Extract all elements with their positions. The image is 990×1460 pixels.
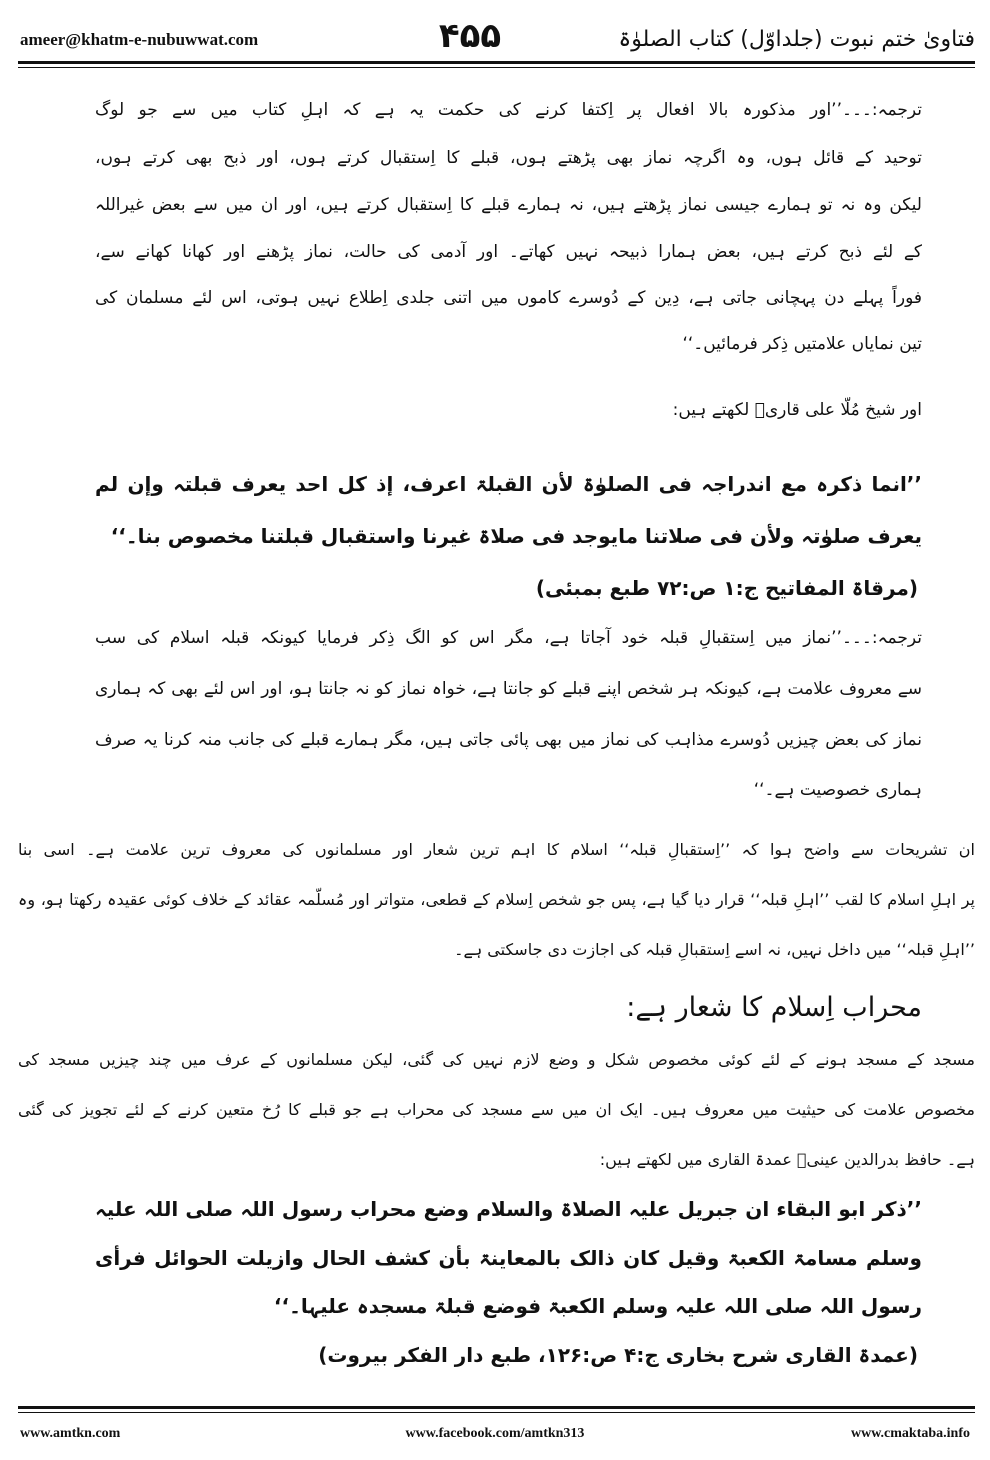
footer-rule-thin: [18, 1412, 975, 1413]
arabic-quote-line: یعرف صلوٰتہ ولأن فی صلاتنا مایوجد فی صلاۃ غیرنا واستقبال قبلتنا مخصوص بنا۔‘‘: [110, 524, 922, 548]
paragraph-line: مخصوص علامت کی حیثیت میں معروف ہیں۔ ایک ان میں سے مسجد کی محراب ہے جو قبلے کا رُخ متعین کرنے کے لئے تجویز کی گئی: [18, 1100, 975, 1119]
translation-line: نماز کی بعض چیزیں دُوسرے مذاہب کی نماز میں بھی پائی جاتی ہیں، مگر ہمارے قبلے کی جانب منہ کرنا یہ صرف: [95, 730, 922, 750]
paragraph-line: پر اہلِ اسلام کا لقب ’’اہلِ قبلہ‘‘ قرار دیا گیا ہے، پس جو شخص اِسلام کے قطعی، متواتر اور مُسلّمہ عقائد کے خلاف کوئی عقیدہ رکھتا ہو، وہ: [18, 890, 975, 909]
quote-intro-line: اور شیخ مُلّا علی قاریؒ لکھتے ہیں:: [672, 400, 922, 420]
footer-rule-thick: [18, 1406, 975, 1409]
reference-citation: (مرقاۃ المفاتیح ج:۱ ص:۷۲ طبع بمبئی): [535, 576, 918, 600]
paragraph-line: ہے۔ حافظ بدرالدین عینیؒ عمدۃ القاری میں لکھتے ہیں:: [599, 1150, 975, 1169]
footer-url-cmaktaba: www.cmaktaba.info: [850, 1426, 970, 1441]
translation-line: ترجمہ:۔۔۔’’اور مذکورہ بالا افعال پر اِکتفا کرنے کی حکمت یہ ہے کہ اہلِ کتاب میں سے جو لوگ: [95, 100, 922, 120]
paragraph-line: مسجد کے مسجد ہونے کے لئے کوئی مخصوص شکل و وضع لازم نہیں کی گئی، لیکن مسلمانوں کے عرف میں چند چیزیں مسجد کی: [18, 1050, 975, 1069]
paragraph-line: ’’اہلِ قبلہ‘‘ میں داخل نہیں، نہ اسے اِستقبالِ قبلہ کی اجازت دی جاسکتی ہے۔: [454, 940, 975, 959]
header-rule-thin: [18, 67, 975, 68]
arabic-quote-line: ’’ذکر ابو البقاء ان جبریل علیہ الصلاۃ والسلام وضع محراب رسول اللہ صلی اللہ علیہ: [95, 1197, 922, 1221]
page-number: ۴۵۵: [438, 16, 502, 56]
translation-line: سے معروف علامت ہے، کیونکہ ہر شخص اپنے قبلے کو جانتا ہے، خواہ نماز کو نہ جانتا ہو، اور اس لئے بھی کہ ہماری: [95, 679, 922, 699]
translation-line: تین نمایاں علامتیں ذِکر فرمائیں۔‘‘: [682, 334, 922, 354]
book-title: فتاویٰ ختم نبوت (جلداوّل) کتاب الصلوٰۃ: [618, 27, 975, 52]
translation-line: ترجمہ:۔۔۔’’نماز میں اِستقبالِ قبلہ خود آجاتا ہے، مگر اس کو الگ ذِکر فرمایا کیونکہ قبلہ اسلام کی سب: [95, 628, 922, 648]
paragraph-line: ان تشریحات سے واضح ہوا کہ ’’اِستقبالِ قبلہ‘‘ اسلام کا اہم ترین شعار اور مسلمانوں کی معروف ترین علامت ہے۔ اسی بنا: [18, 840, 975, 859]
translation-line: لیکن وہ نہ تو ہمارے جیسی نماز پڑھتے ہیں، نہ ہمارے قبلے کا اِستقبال کرتے ہیں، اور ان میں سے بعض غیراللہ: [95, 195, 922, 215]
arabic-quote-line: ’’انما ذکرہ مع اندراجہ فی الصلوٰۃ لأن القبلۃ اعرف، إذ کل احد یعرف قبلتہ وإن لم: [95, 472, 922, 496]
translation-line: توحید کے قائل ہوں، وہ اگرچہ نماز بھی پڑھتے ہوں، قبلے کا اِستقبال کرتے ہوں، اور ذبح بھی کرتے ہوں،: [95, 148, 922, 168]
arabic-quote-line: وسلم مسامۃ الکعبۃ وقیل کان ذالک بالمعاینۃ بأن کشف الحال وازیلت الحوائل فرأی: [95, 1246, 922, 1270]
reference-citation: (عمدۃ القاری شرح بخاری ج:۴ ص:۱۲۶، طبع دار الفکر بیروت): [318, 1343, 918, 1367]
header-rule-thick: [18, 61, 975, 64]
footer-url-facebook: www.facebook.com/amtkn313: [405, 1426, 585, 1441]
translation-line: کے لئے ذبح کرتے ہیں، بعض ہمارا ذبیحہ نہیں کھاتے۔ اور آدمی کی حالت، نماز پڑھنے اور کھانا کھانے سے،: [95, 242, 922, 262]
translation-line: ہماری خصوصیت ہے۔‘‘: [753, 780, 922, 800]
header-email: ameer@khatm-e-nubuwwat.com: [20, 30, 259, 49]
section-heading: محراب اِسلام کا شعار ہے:: [626, 992, 922, 1023]
arabic-quote-line: رسول اللہ صلی اللہ علیہ وسلم الکعبۃ فوضع قبلۃ مسجدہ علیہا۔‘‘: [273, 1294, 922, 1318]
footer-url-amtkn: www.amtkn.com: [20, 1426, 121, 1441]
translation-line: فوراً پہلے دن پہچانی جاتی ہے، دِین کے دُوسرے کاموں میں اتنی جلدی اِطلاع نہیں ہوتی، اس لئے مسلمان کی: [95, 288, 922, 308]
